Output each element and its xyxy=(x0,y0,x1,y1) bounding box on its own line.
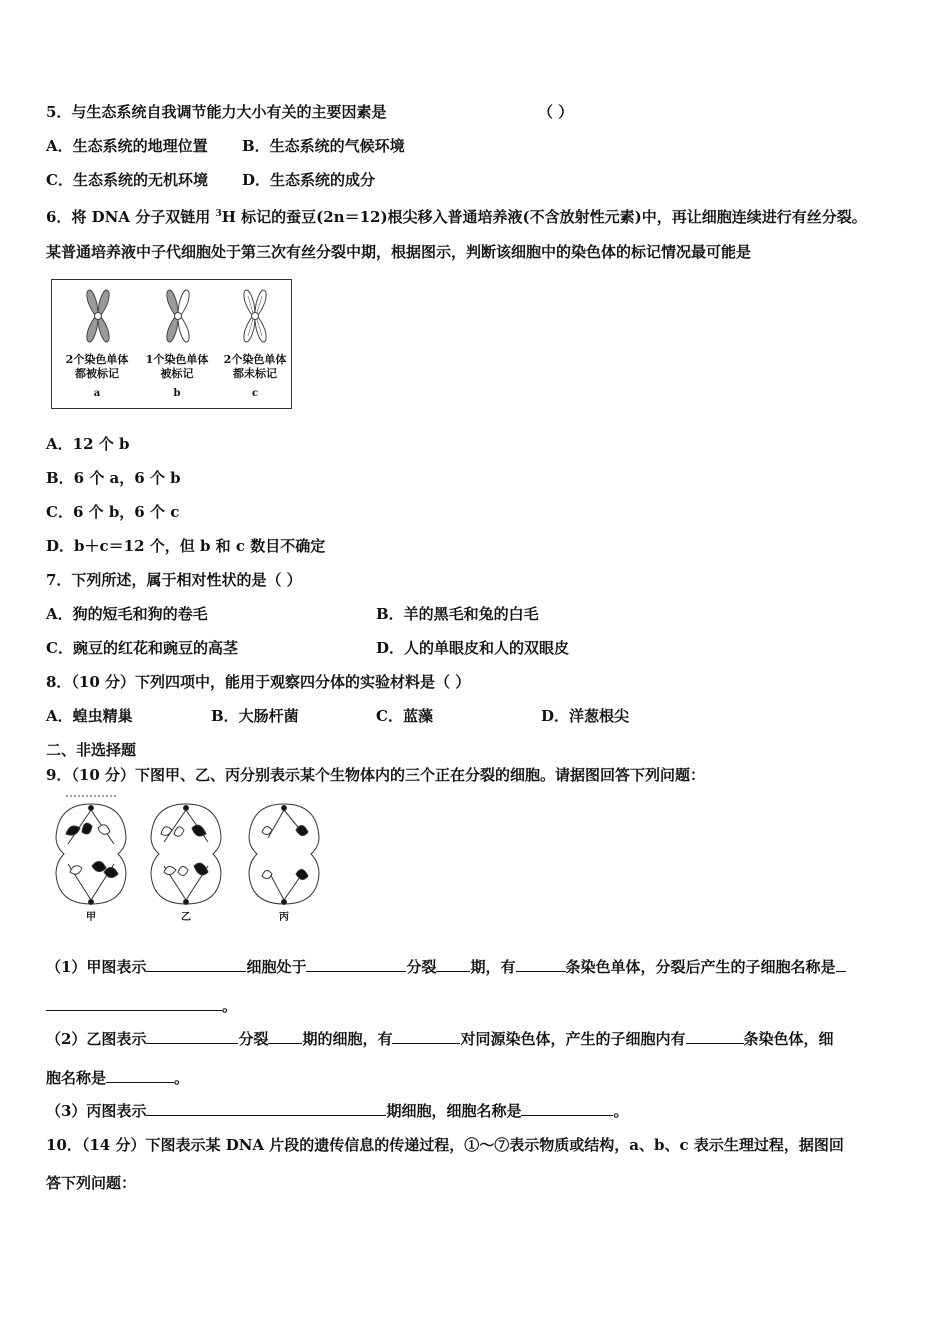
q6-chromosome-figure xyxy=(51,279,292,409)
q6-option-c: C．6 个 b，6 个 c xyxy=(46,503,180,521)
q8-option-d: D．洋葱根尖 xyxy=(541,707,630,725)
q8-option-b: B．大肠杆菌 xyxy=(211,707,299,725)
q6-fig-label-a: 2个染色单体都被标记 xyxy=(65,353,129,380)
cell-jia-icon xyxy=(56,796,126,905)
q6-option-b: B．6 个 a，6 个 b xyxy=(46,469,181,487)
q7-stem: 7．下列所述，属于相对性状的是（ ） xyxy=(46,571,302,589)
q8-stem: 8．（10 分）下列四项中，能用于观察四分体的实验材料是（ ） xyxy=(46,673,471,691)
q5-option-a: A．生态系统的地理位置 xyxy=(46,137,208,155)
q9-p1-text-a: （1）甲图表示 xyxy=(46,958,147,976)
q6-stem-line2: 某普通培养液中子代细胞处于第三次有丝分裂中期，根据图示，判断该细胞中的染色体的标记情况最可能是 xyxy=(46,243,752,261)
answer-blank[interactable] xyxy=(46,996,222,1011)
q9-cell-label-bing: 丙 xyxy=(279,912,289,923)
answer-blank[interactable] xyxy=(686,1029,744,1044)
q8-option-c: C．蓝藻 xyxy=(376,707,433,725)
q10-stem-line2: 答下列问题： xyxy=(46,1174,137,1192)
q5-option-b: B．生态系统的气候环境 xyxy=(242,137,405,155)
q9-cell-label-yi: 乙 xyxy=(181,912,191,923)
q9-p3-text-a: （3）丙图表示 xyxy=(46,1102,147,1120)
answer-blank[interactable] xyxy=(306,957,406,972)
q9-p2-text-f: 胞名称是 xyxy=(46,1069,107,1087)
q9-p2-text-e: 条染色体，细 xyxy=(743,1030,834,1048)
q9-p1-text-f: 。 xyxy=(222,997,238,1015)
q5-stem-text: 5．与生态系统自我调节能力大小有关的主要因素是 xyxy=(46,103,387,121)
answer-blank[interactable] xyxy=(392,1029,460,1044)
q9-part2-line1 xyxy=(46,1029,834,1049)
answer-blank[interactable] xyxy=(836,957,846,972)
answer-blank[interactable] xyxy=(106,1068,174,1083)
q9-p1-text-c: 分裂 xyxy=(406,958,437,976)
q9-stem: 9．（10 分）下图甲、乙、丙分别表示某个生物体内的三个正在分裂的细胞。请据图回答下列问题： xyxy=(46,766,706,784)
q9-part2-line2 xyxy=(46,1068,189,1088)
q9-p2-text-d: 对同源染色体，产生的子细胞内有 xyxy=(460,1030,686,1048)
q6-fig-letter-c: c xyxy=(251,388,259,399)
chromosome-c-icon xyxy=(244,290,266,342)
q6-option-a: A．12 个 b xyxy=(46,435,130,453)
section-heading: 二、非选择题 xyxy=(46,741,137,759)
q9-cell-label-jia: 甲 xyxy=(86,912,96,923)
q9-part3-line1 xyxy=(46,1101,628,1121)
answer-blank[interactable] xyxy=(146,1101,386,1116)
answer-blank[interactable] xyxy=(521,1101,613,1116)
q5-option-d: D．生态系统的成分 xyxy=(242,171,376,189)
q7-option-c: C．豌豆的红花和豌豆的高茎 xyxy=(46,639,238,657)
q9-p2-text-a: （2）乙图表示 xyxy=(46,1030,147,1048)
chromosome-b-icon xyxy=(167,290,189,342)
answer-blank[interactable] xyxy=(516,957,566,972)
q6-stem-line1 xyxy=(46,204,867,227)
q9-p1-text-b: 细胞处于 xyxy=(246,958,307,976)
answer-blank[interactable] xyxy=(436,957,470,972)
q6-stem-part2: H 标记的蚕豆(2n＝12)根尖移入普通培养液(不含放射性元素)中，再让细胞连续进行有丝分裂。 xyxy=(221,208,867,226)
q6-fig-label-b: 1个染色单体被标记 xyxy=(145,353,209,380)
q9-p1-text-e: 条染色单体，分裂后产生的子细胞名称是 xyxy=(565,958,836,976)
q6-fig-label-c: 2个染色单体都未标记 xyxy=(223,353,287,380)
q9-p2-text-b: 分裂 xyxy=(238,1030,269,1048)
answer-blank[interactable] xyxy=(146,957,246,972)
q9-p1-text-d: 期，有 xyxy=(470,958,516,976)
q10-stem-line1: 10．（14 分）下图表示某 DNA 片段的遗传信息的传递过程，①～⑦表示物质或结构，a、b、c 表示生理过程，据图回 xyxy=(46,1136,844,1154)
q7-option-d: D．人的单眼皮和人的双眼皮 xyxy=(376,639,570,657)
q9-p3-text-c: 。 xyxy=(613,1102,629,1120)
q9-p3-text-b: 期细胞，细胞名称是 xyxy=(386,1102,522,1120)
q9-part1-line2 xyxy=(46,996,237,1016)
answer-blank[interactable] xyxy=(146,1029,238,1044)
q7-option-b: B．羊的黑毛和兔的白毛 xyxy=(376,605,539,623)
q5-answer-paren: （ ） xyxy=(538,103,574,121)
q6-stem-part1: 6．将 DNA 分子双链用 xyxy=(46,208,216,226)
cell-yi-icon xyxy=(151,804,221,905)
q6-superscript: 3 xyxy=(215,209,222,219)
q6-option-d: D．b＋c＝12 个，但 b 和 c 数目不确定 xyxy=(46,537,326,555)
q9-part1-line1 xyxy=(46,957,846,977)
q6-fig-letter-a: a xyxy=(93,388,101,399)
q8-option-a: A．蝗虫精巢 xyxy=(46,707,133,725)
q9-p2-text-g: 。 xyxy=(174,1069,190,1087)
q7-option-a: A．狗的短毛和狗的卷毛 xyxy=(46,605,208,623)
answer-blank[interactable] xyxy=(268,1029,302,1044)
q6-fig-letter-b: b xyxy=(173,388,181,399)
q9-p2-text-c: 期的细胞，有 xyxy=(302,1030,393,1048)
q5-option-c: C．生态系统的无机环境 xyxy=(46,171,208,189)
cell-bing-icon xyxy=(249,804,319,905)
q5-stem xyxy=(46,102,386,122)
chromosome-a-icon xyxy=(87,290,109,342)
